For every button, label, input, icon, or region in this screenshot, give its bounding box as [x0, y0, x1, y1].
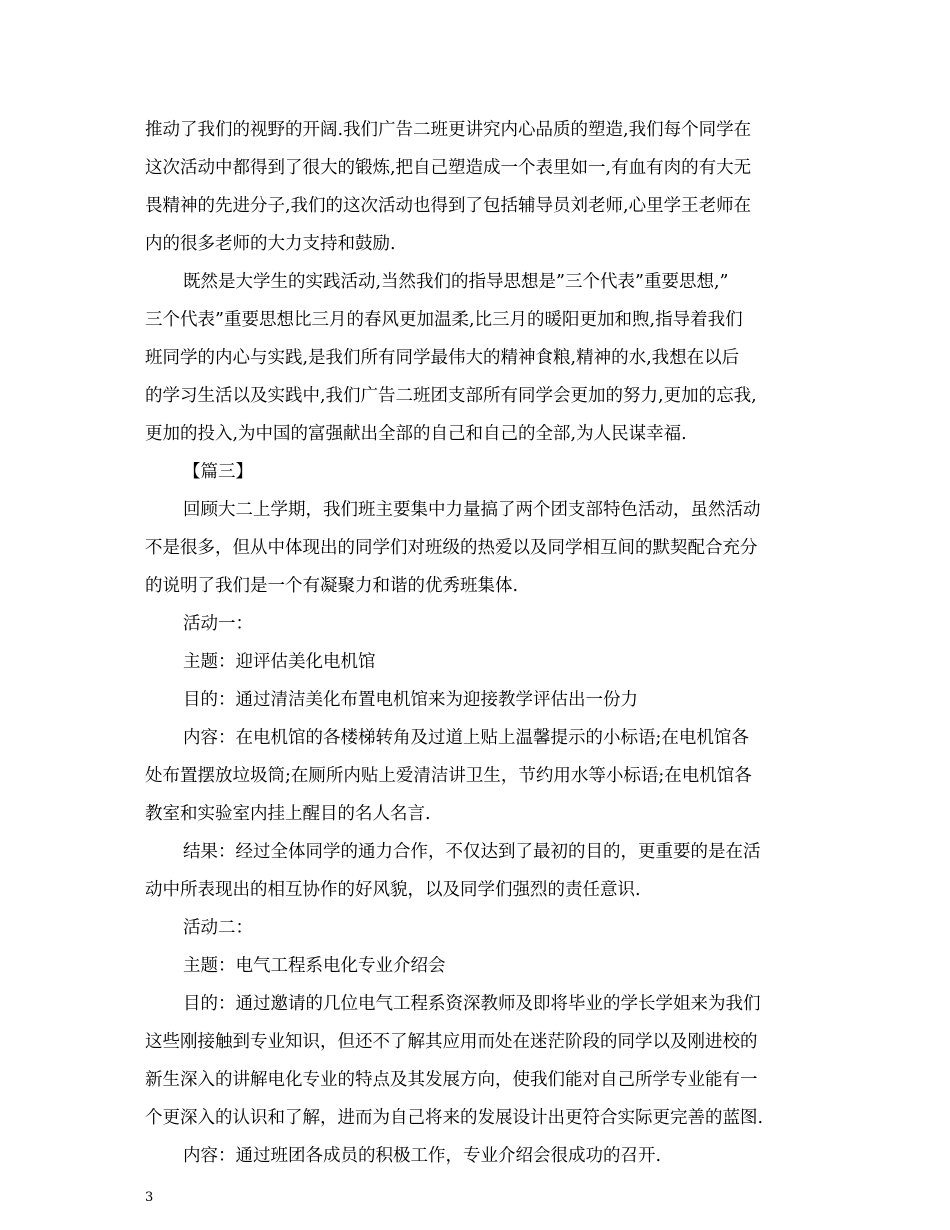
activity-purpose: 目的：通过清洁美化布置电机馆来为迎接教学评估出一份力: [183, 690, 638, 710]
paragraph-first-line: 既然是大学生的实践活动,当然我们的指导思想是”三个代表”重要思想,”: [183, 272, 729, 292]
activity-heading: 活动一：: [183, 614, 253, 634]
activity-topic: 主题：迎评估美化电机馆: [183, 652, 376, 672]
activity-result: 结果：经过全体同学的通力合作，不仅达到了最初的目的，更重要的是在活: [183, 842, 761, 862]
body-line: 畏精神的先进分子,我们的这次活动也得到了包括辅导员刘老师,心里学王老师在: [145, 196, 752, 216]
body-line: 处布置摆放垃圾筒;在厕所内贴上爱清洁讲卫生，节约用水等小标语;在电机馆各: [145, 766, 752, 786]
activity-heading: 活动二：: [183, 918, 253, 938]
activity-topic: 主题：电气工程系电化专业介绍会: [183, 956, 446, 976]
body-line: 的说明了我们是一个有凝聚力和谐的优秀班集体.: [145, 576, 519, 596]
body-line: 不是很多，但从中体现出的同学们对班级的热爱以及同学相互间的默契配合充分: [145, 538, 758, 558]
body-line: 动中所表现出的相互协作的好风貌，以及同学们强烈的责任意识.: [145, 880, 641, 900]
activity-content: 内容：通过班团各成员的积极工作，专业介绍会很成功的召开.: [183, 1146, 662, 1166]
body-line: 三个代表”重要思想比三月的春风更加温柔,比三月的暖阳更加和煦,指导着我们: [145, 310, 743, 330]
section-heading: 【篇三】: [183, 462, 253, 482]
body-line: 新生深入的讲解电化专业的特点及其发展方向，使我们能对自己所学专业能有一: [145, 1070, 758, 1090]
body-line: 更加的投入,为中国的富强献出全部的自己和自己的全部,为人民谋幸福.: [145, 424, 687, 444]
activity-content: 内容：在电机馆的各楼梯转角及过道上贴上温馨提示的小标语;在电机馆各: [183, 728, 749, 748]
body-line: 班同学的内心与实践,是我们所有同学最伟大的精神食粮,精神的水,我想在以后: [145, 348, 740, 368]
activity-purpose: 目的：通过邀请的几位电气工程系资深教师及即将毕业的学长学姐来为我们: [183, 994, 761, 1014]
body-line: 推动了我们的视野的开阔.我们广告二班更讲究内心品质的塑造,我们每个同学在: [145, 120, 752, 140]
body-line: 这次活动中都得到了很大的锻炼,把自己塑造成一个表里如一,有血有肉的有大无: [145, 158, 752, 178]
body-line: 教室和实验室内挂上醒目的名人名言.: [145, 804, 431, 824]
page-number: 3: [145, 1190, 154, 1205]
body-line: 的学习生活以及实践中,我们广告二班团支部所有同学会更加的努力,更加的忘我,: [145, 386, 757, 406]
body-line: 内的很多老师的大力支持和鼓励.: [145, 234, 396, 254]
body-line: 个更深入的认识和了解，进而为自己将来的发展设计出更符合实际更完善的蓝图.: [145, 1108, 764, 1128]
paragraph-first-line: 回顾大二上学期，我们班主要集中力量搞了两个团支部特色活动，虽然活动: [183, 500, 761, 520]
body-line: 这些刚接触到专业知识，但还不了解其应用而处在迷茫阶段的同学以及刚进校的: [145, 1032, 758, 1052]
